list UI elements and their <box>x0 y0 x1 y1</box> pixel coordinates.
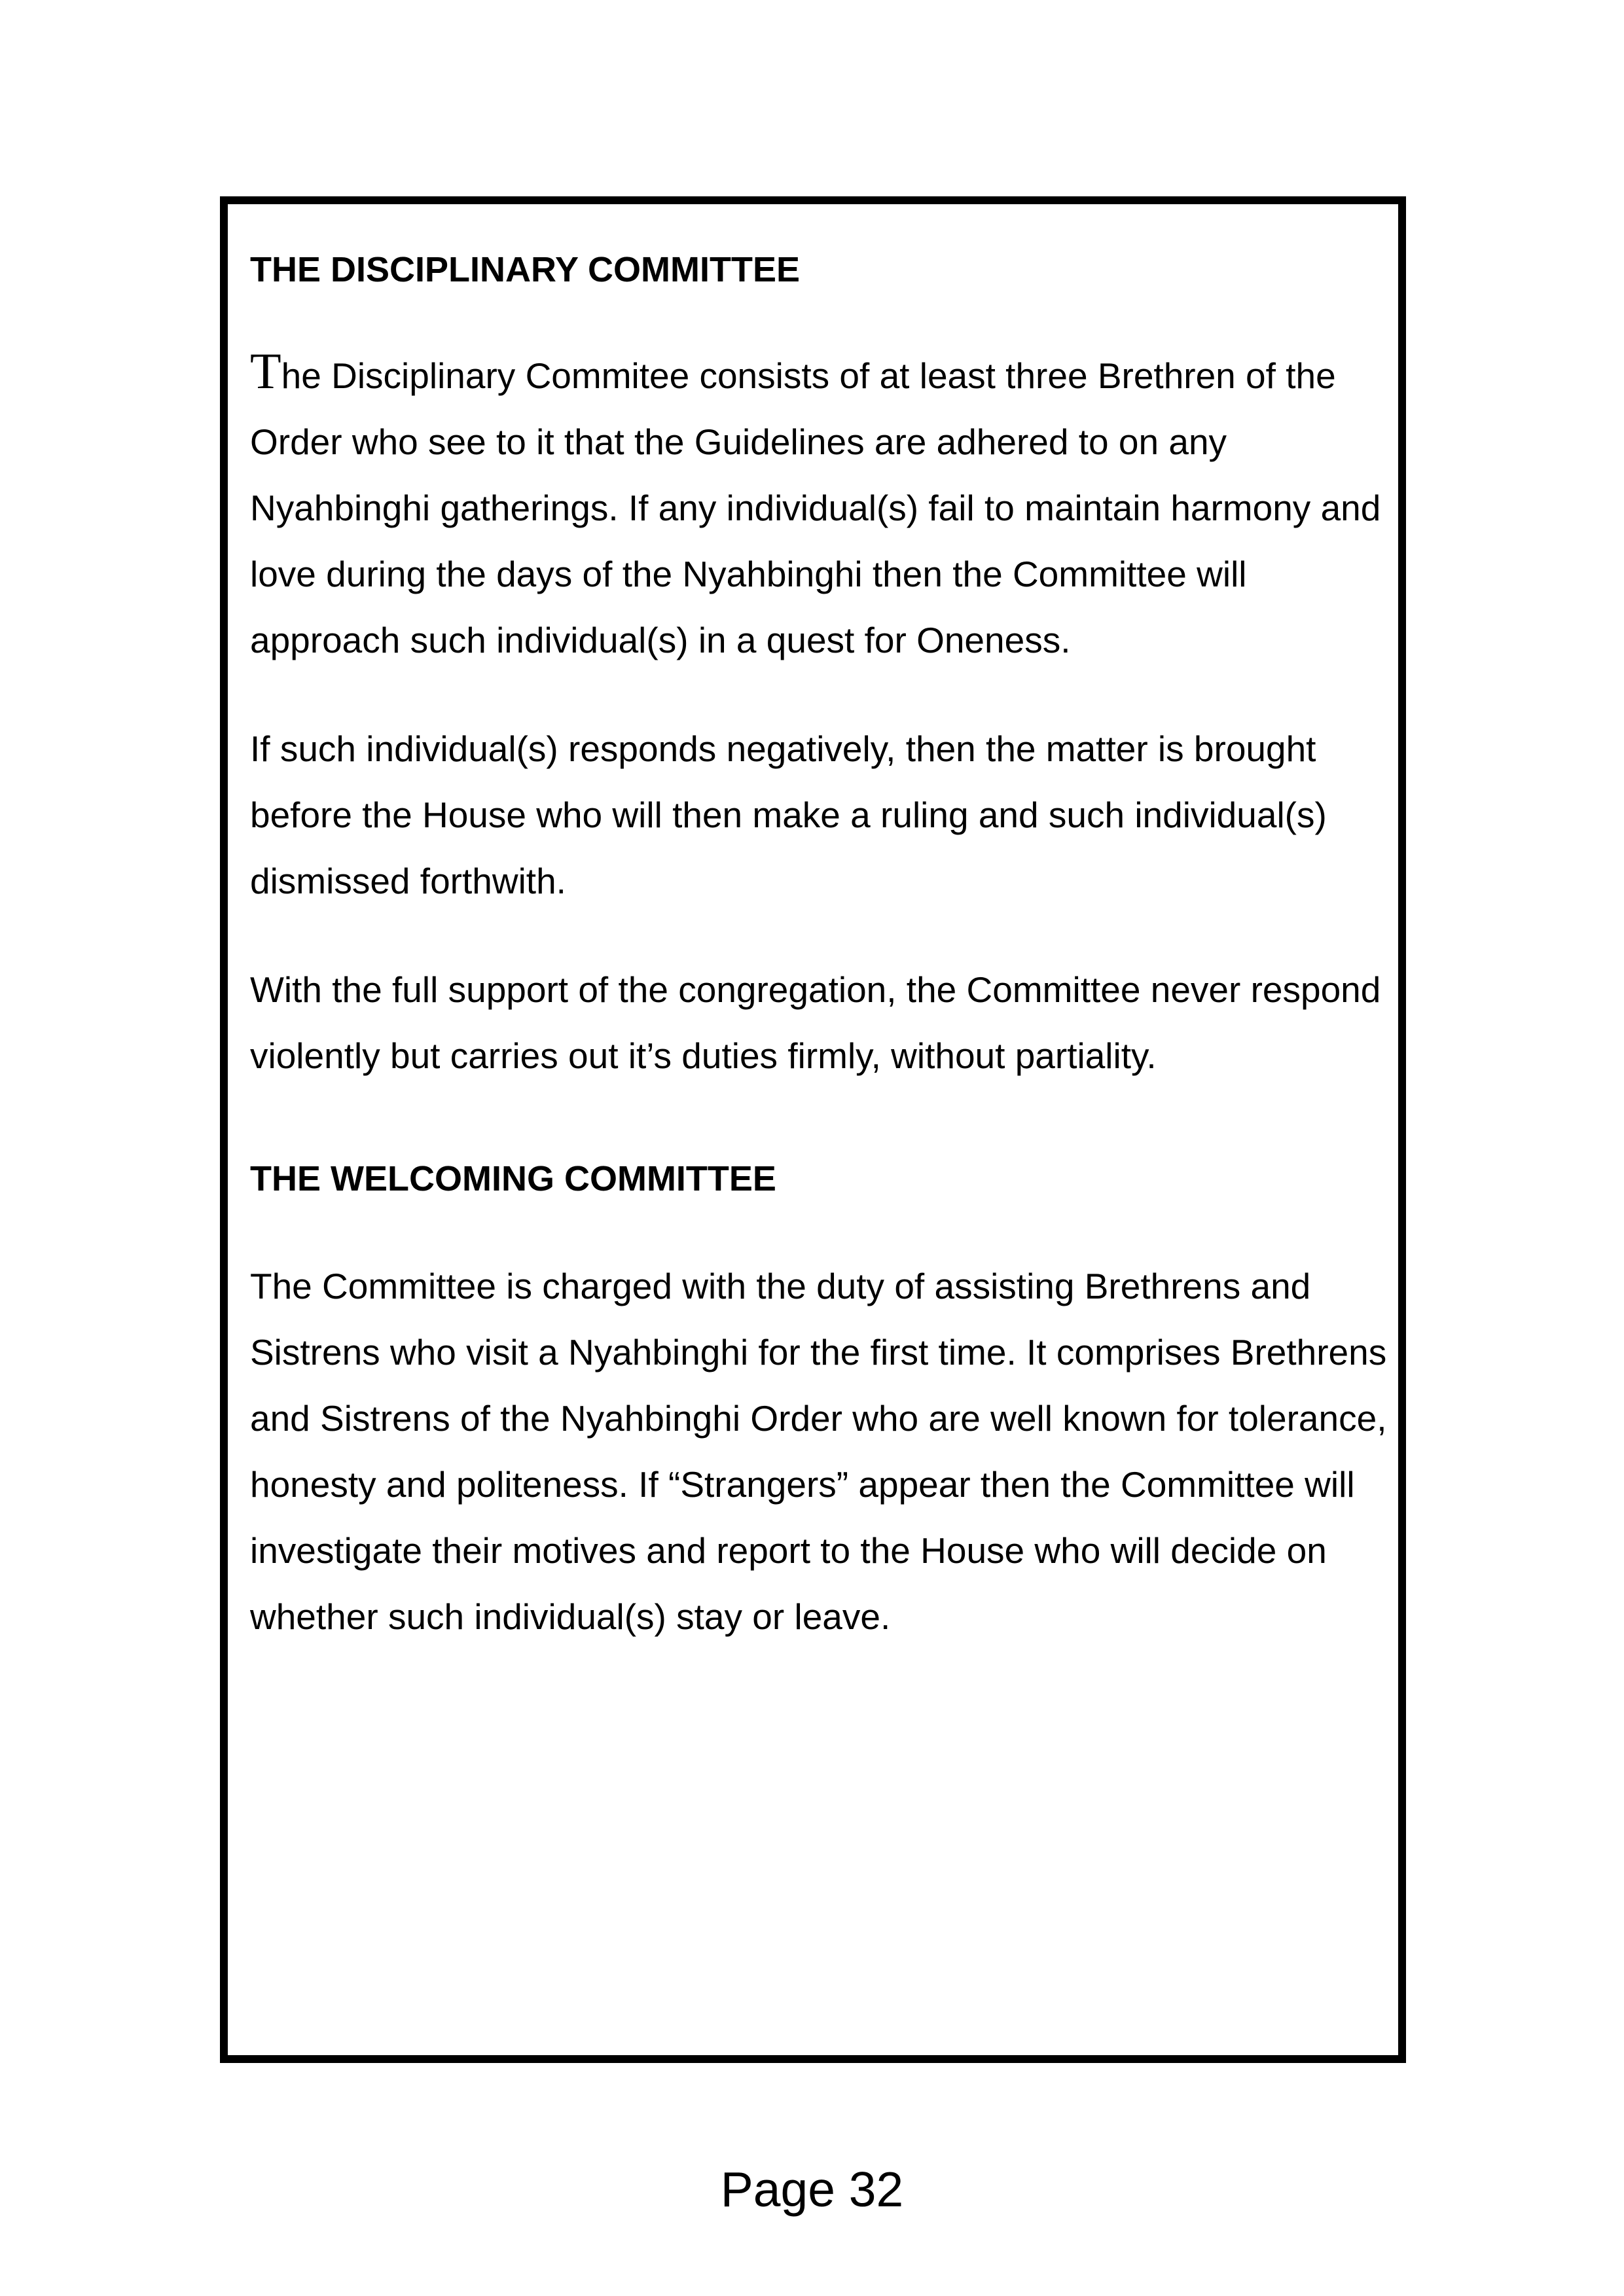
disciplinary-committee-paragraph-3: With the full support of the congregation, the Committee never respond violently but carries out it’s duties firmly, without partiality. <box>250 969 1381 1076</box>
welcoming-committee-paragraph-1: The Committee is charged with the duty of assisting Brethrens and Sistrens who visit a Nyahbinghi for the first time. It comprises Brethrens and Sistrens of the Nyahbinghi Order who are well known for tolerance, honesty and politeness. If “Strangers” appear then the Committee will investigate their motives and report to the House who will decide on whether such individual(s) stay or leave. <box>250 1266 1387 1637</box>
disciplinary-committee-paragraph-1 <box>250 343 1389 673</box>
page-number: Page 32 <box>720 2162 904 2217</box>
page-content <box>250 237 1389 1650</box>
drop-cap: T <box>250 342 281 399</box>
disciplinary-committee-heading: THE DISCIPLINARY COMMITTEE <box>250 250 801 289</box>
welcoming-committee-heading: THE WELCOMING COMMITTEE <box>250 1159 776 1198</box>
disciplinary-committee-paragraph-1-text: he Disciplinary Commitee consists of at least three Brethren of the Order who see to it that the Guidelines are adhered to on any Nyahbinghi gatherings. If any individual(s) fail to maintain harmony and love during the days of the Nyahbinghi then the Committee will approach such individual(s) in a quest for Oneness. <box>250 355 1381 660</box>
disciplinary-committee-paragraph-2: If such individual(s) responds negatively, then the matter is brought before the House who will then make a ruling and such individual(s) dismissed forthwith. <box>250 728 1327 901</box>
